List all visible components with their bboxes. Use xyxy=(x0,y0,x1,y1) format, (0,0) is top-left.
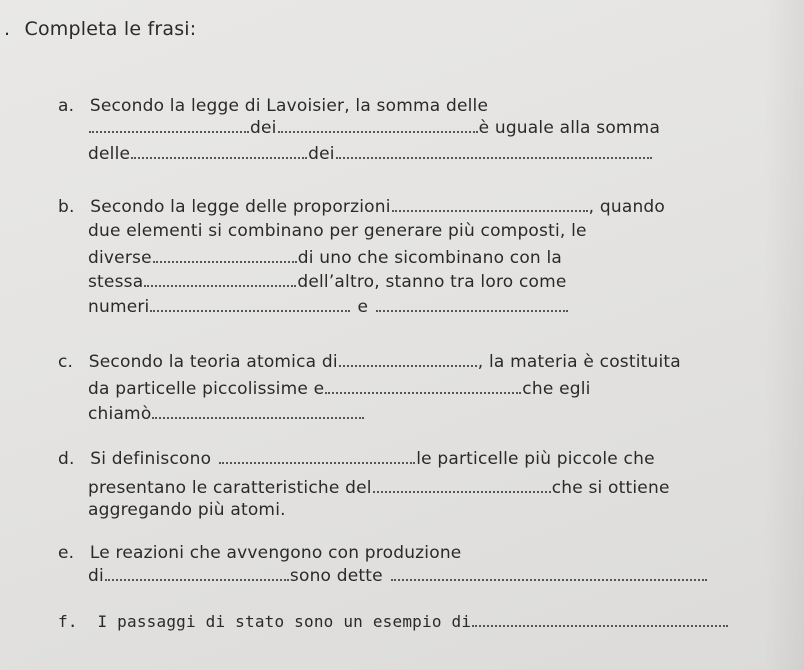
item-f-text-1: I passaggi di stato sono un esempio di xyxy=(97,612,472,631)
blank[interactable] xyxy=(144,284,296,287)
item-d-text-2b: che si ottiene xyxy=(551,478,670,498)
page-edge-shadow xyxy=(764,0,804,670)
item-d-line-2 xyxy=(88,478,670,498)
item-b-text-5a: numeri xyxy=(88,297,150,317)
item-b-text-3a: diverse xyxy=(88,248,152,268)
item-b-letter: b. xyxy=(58,197,75,217)
item-a-text-2a: dei xyxy=(250,118,277,138)
blank[interactable] xyxy=(373,490,551,493)
item-e-text-2a: di xyxy=(88,566,104,586)
exercise-header xyxy=(4,18,196,40)
item-e-text-2b: sono dette xyxy=(289,566,383,586)
header-title: Completa le frasi: xyxy=(24,18,197,40)
item-f-letter: f. xyxy=(58,612,78,631)
item-b-line-4 xyxy=(88,272,567,292)
item-e-text-1: Le reazioni che avvengono con produzione xyxy=(89,543,462,563)
item-c-text-2a: da particelle piccolissime e xyxy=(88,379,325,399)
item-c-line-1 xyxy=(58,352,681,372)
item-a-letter: a. xyxy=(58,96,75,116)
blank[interactable] xyxy=(150,309,350,312)
blank[interactable] xyxy=(391,578,707,581)
item-b-line-3 xyxy=(88,248,562,268)
blank[interactable] xyxy=(105,578,289,581)
item-b-text-4b: dell’altro, stanno tra loro come xyxy=(297,272,567,292)
item-d-letter: d. xyxy=(58,449,75,469)
header-bullet: . xyxy=(4,18,11,40)
item-b-text-3b: di uno che sicombinano con la xyxy=(297,248,563,268)
blank[interactable] xyxy=(219,461,415,464)
item-b-text-1: Secondo la legge delle proporzioni xyxy=(90,197,391,217)
item-b-text-4a: stessa xyxy=(88,272,144,292)
blank[interactable] xyxy=(278,130,478,133)
item-c-letter: c. xyxy=(58,352,74,372)
item-a-text-1: Secondo la legge di Lavoisier, la somma delle xyxy=(89,96,489,116)
item-c-text-1: Secondo la teoria atomica di xyxy=(88,352,338,372)
item-e-letter: e. xyxy=(58,543,75,563)
item-f-line-1 xyxy=(58,612,729,631)
item-a-text-3b: dei xyxy=(308,144,335,164)
item-d-line-1 xyxy=(58,449,655,469)
item-d-text-1-end: le particelle più piccole che xyxy=(416,449,655,469)
blank[interactable] xyxy=(339,364,477,367)
item-c-text-3: chiamò xyxy=(88,404,152,424)
item-c-line-2 xyxy=(88,379,591,399)
blank[interactable] xyxy=(131,156,307,159)
item-b-text-2: due elementi si combinano per generare più composti, le xyxy=(88,221,587,241)
blank[interactable] xyxy=(153,260,297,263)
item-b-line-2 xyxy=(88,221,587,241)
item-b-line-5 xyxy=(88,297,569,317)
item-e-line-2 xyxy=(88,566,708,586)
item-c-text-2b: che egli xyxy=(522,379,591,399)
item-a-line-3 xyxy=(88,144,653,164)
blank[interactable] xyxy=(89,130,249,133)
blank[interactable] xyxy=(336,156,652,159)
item-d-text-3: aggregando più atomi. xyxy=(88,500,286,520)
item-a-line-1 xyxy=(58,96,488,116)
item-c-text-1-end: , la materia è costituita xyxy=(477,352,681,372)
item-d-line-3 xyxy=(88,500,286,520)
item-d-text-1: Si definiscono xyxy=(90,449,212,469)
item-c-line-3 xyxy=(88,404,365,424)
item-d-text-2a: presentano le caratteristiche del xyxy=(88,478,372,498)
item-a-text-3a: delle xyxy=(88,144,131,164)
item-b-text-5b: e xyxy=(357,297,369,317)
item-b-line-1 xyxy=(58,197,665,217)
item-a-text-2b: è uguale alla somma xyxy=(478,118,661,138)
item-b-text-1-end: , quando xyxy=(588,197,666,217)
item-a-line-2 xyxy=(88,118,660,138)
blank[interactable] xyxy=(152,416,364,419)
blank[interactable] xyxy=(472,624,728,627)
blank[interactable] xyxy=(376,309,568,312)
blank[interactable] xyxy=(325,391,521,394)
item-e-line-1 xyxy=(58,543,461,563)
blank[interactable] xyxy=(392,209,588,212)
